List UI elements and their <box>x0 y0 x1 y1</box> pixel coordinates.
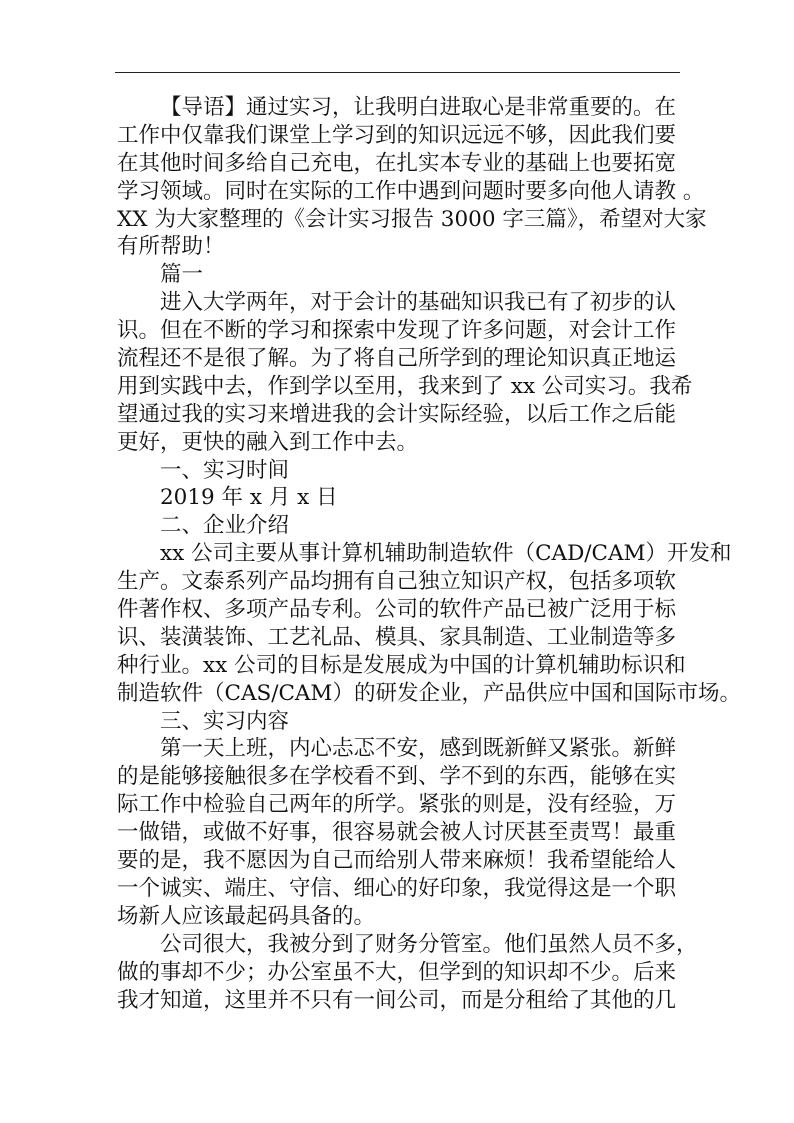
text-line: 际工作中检验自己两年的所学。紧张的则是，没有经验，万 <box>117 792 677 818</box>
text-line: 场新人应该最起码具备的。 <box>117 903 376 929</box>
text-line: 识、装潢装饰、工艺礼品、模具、家具制造、工业制造等多 <box>117 624 677 650</box>
text-line: 要的是，我不愿因为自己而给别人带来麻烦！我希望能给人 <box>117 848 677 874</box>
text-line: 工作中仅靠我们课堂上学习到的知识远远不够，因此我们要 <box>117 122 677 148</box>
text-line: 公司很大，我被分到了财务分管室。他们虽然人员不多， <box>160 931 698 957</box>
text-line: 识。但在不断的学习和探索中发现了许多问题，对会计工作 <box>117 318 677 344</box>
heading-internship-content <box>117 708 757 736</box>
text-line: 的是能够接触很多在学校看不到、学不到的东西，能够在实 <box>117 764 677 790</box>
heading-text: 篇一 <box>160 262 204 288</box>
header-rule <box>115 72 680 73</box>
document-body <box>117 94 757 1014</box>
paragraph-part-one <box>117 289 757 456</box>
internship-date <box>117 484 757 512</box>
text-line: 种行业。xx 公司的目标是发展成为中国的计算机辅助标识和 <box>117 652 686 678</box>
heading-company-intro <box>117 512 757 540</box>
text-line: 有所帮助！ <box>117 234 225 260</box>
text-line: 学习领域。同时在实际的工作中遇到问题时要多向他人请教 。 <box>117 178 705 204</box>
text-line: 生产。文泰系列产品均拥有自己独立知识产权，包括多项软 <box>117 569 677 595</box>
text-line: 更好，更快的融入到工作中去。 <box>117 429 419 455</box>
paragraph-company-intro <box>117 540 757 707</box>
text-line: 我才知道，这里并不只有一间公司，而是分租给了其他的几 <box>117 987 677 1013</box>
text-line: 一做错，或做不好事，很容易就会被人讨厌甚至责骂！最重 <box>117 820 677 846</box>
paragraph-company-office <box>117 931 757 1015</box>
heading-internship-time <box>117 457 757 485</box>
heading-part-one <box>117 261 757 289</box>
text-line: 望通过我的实习来增进我的会计实际经验，以后工作之后能 <box>117 401 677 427</box>
text-line: 件著作权、多项产品专利。公司的软件产品已被广泛用于标 <box>117 597 677 623</box>
heading-text: 三、实习内容 <box>160 708 290 734</box>
text-line: XX 为大家整理的《会计实习报告 3000 字三篇》，希望对大家 <box>117 206 707 232</box>
heading-text: 二、企业介绍 <box>160 513 290 539</box>
text-line: 制造软件（CAS/CAM）的研发企业，产品供应中国和国际市场。 <box>117 680 741 706</box>
text-line: 流程还不是很了解。为了将自己所学到的理论知识真正地运 <box>117 346 677 372</box>
paragraph-first-day <box>117 735 757 930</box>
text-line: 【导语】通过实习，让我明白进取心是非常重要的。在 <box>160 95 677 120</box>
text-line: 做的事却不少；办公室虽不大，但学到的知识却不少。后来 <box>117 959 677 985</box>
text-line: 进入大学两年，对于会计的基础知识我已有了初步的认 <box>160 290 677 316</box>
text-line: 在其他时间多给自己充电，在扎实本专业的基础上也要拓宽 <box>117 150 677 176</box>
text-line: xx 公司主要从事计算机辅助制造软件（CAD/CAM）开发和 <box>160 541 732 567</box>
date-text: 2019 年 x 月 x 日 <box>160 485 338 511</box>
text-line: 用到实践中去，作到学以至用，我来到了 xx 公司实习。我希 <box>117 373 693 399</box>
text-line: 一个诚实、端庄、守信、细心的好印象，我觉得这是一个职 <box>117 875 677 901</box>
text-line: 第一天上班，内心忐忑不安，感到既新鲜又紧张。新鲜 <box>160 736 677 762</box>
heading-text: 一、实习时间 <box>160 457 290 483</box>
paragraph-intro <box>117 94 757 261</box>
